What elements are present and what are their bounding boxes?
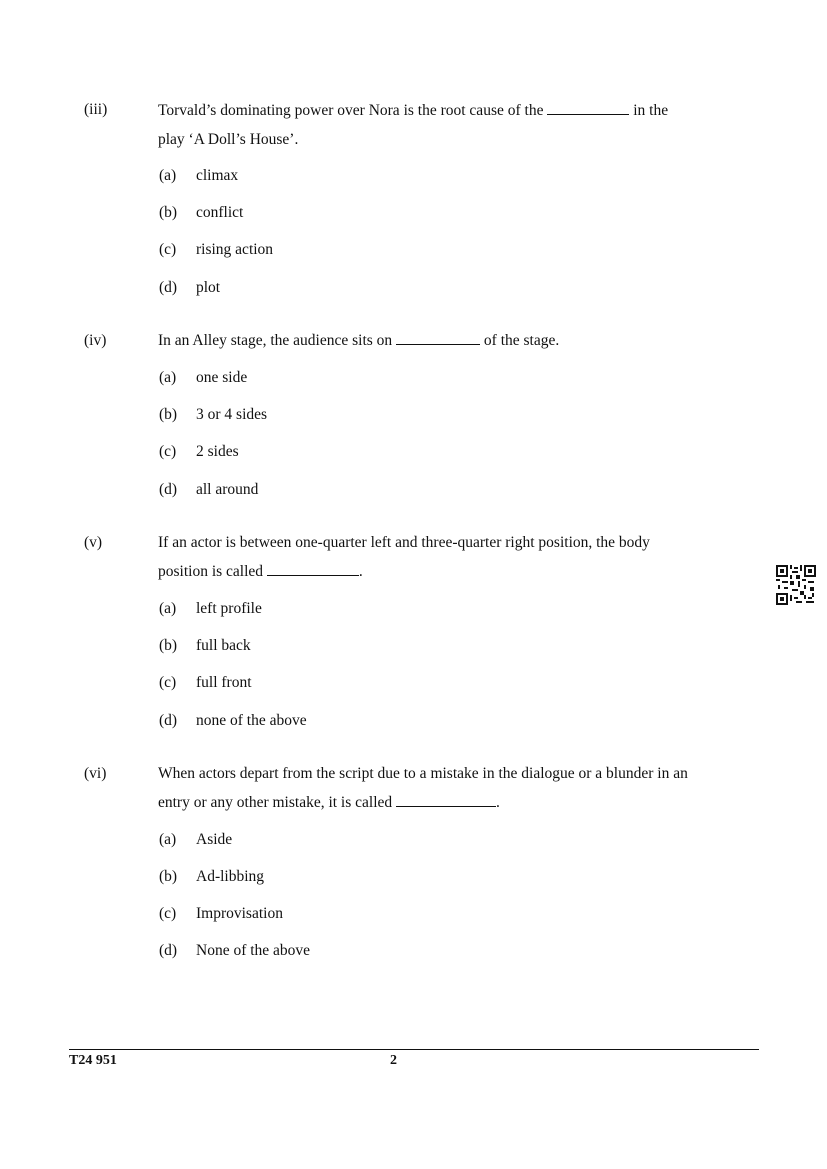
answer-blank [267,561,359,576]
answer-blank [396,792,496,807]
footer-rule [69,1049,759,1050]
paper-code: T24 951 [69,1053,117,1068]
question-text: If an actor is between one-quarter left and three-quarter right position, the body position is called . [158,534,650,580]
answer-blank [396,330,480,345]
answer-blank [547,100,629,115]
question-text: In an Alley stage, the audience sits on of the stage. [158,332,560,349]
question-number: (v) [84,534,103,551]
question-text: Torvald’s dominating power over Nora is the root cause of the in the play ‘A Doll’s House’. [158,102,669,148]
question-text: When actors depart from the script due to a mistake in the dialogue or a blunder in an entry or any other mistake, it is called . [158,765,688,811]
question-number: (iv) [84,332,107,349]
page-number: 2 [390,1053,397,1068]
qr-code-icon [776,565,816,605]
question-number: (vi) [84,765,107,782]
question-number: (iii) [84,101,108,118]
